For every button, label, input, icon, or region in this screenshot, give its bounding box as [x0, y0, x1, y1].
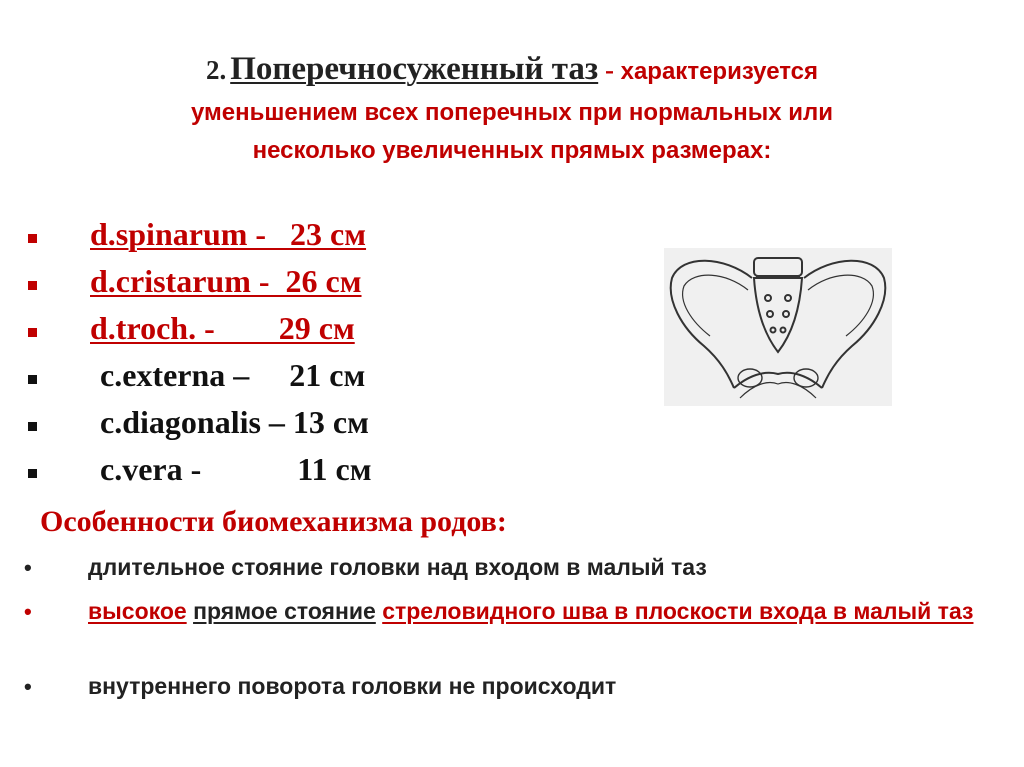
measurement-item	[28, 261, 488, 307]
title-main: Поперечносуженный таз	[230, 51, 599, 87]
square-bullet-icon	[28, 281, 37, 290]
measurement-item	[28, 355, 488, 401]
measurement-text: c.vera - 11 см	[100, 451, 372, 487]
measurement-text: d.cristarum - 26 см	[90, 263, 362, 299]
bullet-text: внутреннего поворота головки не происходит	[88, 673, 617, 699]
measurement-item	[28, 214, 488, 260]
section-heading: Особенности биомеханизма родов:	[40, 505, 507, 538]
bullet-text-part: высокое	[88, 598, 187, 624]
measurement-item	[28, 308, 488, 354]
square-bullet-icon	[28, 234, 37, 243]
bullet-text-part: прямое стояние	[193, 598, 376, 624]
measurement-text: d.spinarum - 23 см	[90, 216, 367, 252]
measurement-text: d.troch. - 29 см	[90, 310, 355, 346]
square-bullet-icon	[28, 422, 37, 431]
measurement-text: c.diagonalis – 13 см	[100, 404, 369, 440]
dot-bullet-icon: •	[24, 599, 32, 624]
title-desc-1: характеризуется	[613, 58, 819, 85]
bullet-text: длительное стояние головки над входом в малый таз	[88, 554, 707, 580]
title-desc-3: несколько увеличенных прямых размерах:	[252, 137, 772, 164]
measurement-text: c.externa – 21 см	[100, 357, 366, 393]
dot-bullet-icon: •	[24, 674, 32, 699]
slide-title	[40, 48, 984, 172]
pelvis-illustration-icon	[664, 248, 892, 406]
bullet-text	[88, 597, 988, 626]
title-dash: -	[598, 55, 614, 85]
square-bullet-icon	[28, 328, 37, 337]
square-bullet-icon	[28, 469, 37, 478]
measurement-item	[28, 402, 488, 448]
dot-bullet-icon: •	[24, 555, 32, 580]
bullet-text-part: стреловидного шва в плоскости входа в малый таз	[382, 598, 974, 624]
title-desc-2: уменьшением всех поперечных при нормальных или	[191, 99, 833, 126]
measurement-item	[28, 449, 488, 495]
title-number: 2.	[205, 55, 227, 85]
square-bullet-icon	[28, 375, 37, 384]
